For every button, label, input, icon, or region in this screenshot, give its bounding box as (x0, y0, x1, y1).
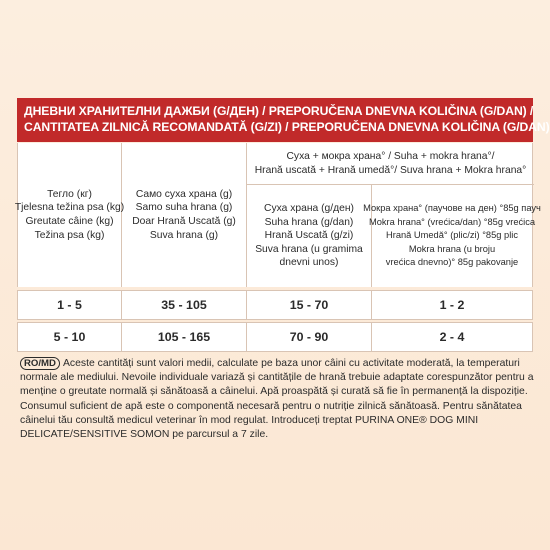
cell-dry-only: 105 - 165 (122, 323, 247, 351)
header-dry-part-hr: Suha hrana (g/dan) (264, 216, 354, 228)
header-dry-only-sr: Suva hrana (g) (149, 229, 219, 241)
header-weight-ro: Greutate câine (kg) (25, 216, 114, 227)
notes-line-4: Consumul suficient de apă este o componentă necesară pentru o nutriție zilnică sănătoasă. Pentru sănătatea (20, 400, 522, 412)
header-dry-part-bg: Суха храна (g/ден) (264, 203, 354, 215)
header-weight (14, 143, 125, 287)
table-row (17, 322, 533, 352)
header-weight-sr: Težina psa (kg) (34, 229, 105, 241)
header-wet-part-sr-2: vrećica dnevno)° 85g pakovanje (385, 257, 519, 268)
header-dry-part-ro: Hrană Uscată (g/zi) (264, 230, 354, 242)
cell-wet-part: 1 - 2 (439, 298, 465, 312)
table-title-line-2: CANTITATEA ZILNICĂ RECOMANDATĂ (G/ZI) / PREPORUČENA DNEVNA KOLIČINA (G/DAN) (24, 120, 550, 134)
header-wet-part-sr-1: Mokra hrana (u broju (408, 243, 496, 254)
header-dry-plus-wet (247, 143, 534, 185)
notes-line-6: DELICATE/SENSITIVE SOMON pe parcursul a 7 zile. (20, 429, 269, 441)
header-wet-part-hr: Mokra hrana° (vrećica/dan) °85g vrećica (368, 216, 536, 227)
header-wet-part-bg: Мокра храна° (паучове на ден) °85g пауч (363, 203, 541, 214)
notes-line-3: menține o greutate normală și sănătoasă a câinelui. Apă proaspătă și curată să fie în permanență la dispoziție. (20, 386, 528, 398)
header-dry-plus-wet-line-1: Суха + мокра храна° / Suha + mokra hrana°/ (286, 150, 495, 162)
table-title-line-1: ДНЕВНИ ХРАНИТЕЛНИ ДАЖБИ (G/ДЕН) / PREPORUČENA DNEVNA KOLIČINA (G/DAN) / (24, 104, 534, 118)
header-dry-part-sr-1: Suva hrana (u gramima (255, 243, 363, 255)
header-dry-only-ro: Doar Hrană Uscată (g) (132, 216, 236, 227)
notes-line-2: normale ale mediului. Nevoile individuale variază și cantitățile de hrană trebuie adaptate corespunzător pentru a (20, 372, 534, 384)
header-weight-bg: Тегло (кг) (47, 188, 92, 200)
header-dry-only-hr: Samo suha hrana (g) (135, 202, 233, 214)
cell-dry-part: 15 - 70 (247, 291, 372, 319)
header-dry-part (247, 185, 372, 287)
cell-weight: 1 - 5 (18, 291, 122, 319)
header-dry-only-bg: Само суха храна (g) (135, 188, 233, 200)
header-wet-part (363, 185, 541, 287)
header-dry-only (122, 143, 247, 287)
table-header (14, 143, 541, 287)
notes-line-1: Aceste cantități sunt valori medii, calculate pe baza unor câini cu activitate moderată, la temperaturi (62, 358, 520, 369)
cell-wet-part: 2 - 4 (439, 330, 465, 344)
feeding-table (14, 143, 541, 352)
table-row (17, 290, 533, 320)
cell-dry-part: 70 - 90 (247, 323, 372, 351)
header-wet-part-ro: Hrană Umedă° (plic/zi) °85g plic (386, 230, 518, 241)
header-dry-plus-wet-line-2: Hrană uscată + Hrană umedă°/ Suva hrana + Mokra hrana° (254, 164, 527, 176)
header-weight-hr: Tjelesna težina psa (kg) (14, 202, 125, 214)
feeding-notes (20, 357, 532, 442)
notes-line-5: câinelui tău consultă medicul veterinar în mod regulat. Introduceți treptat PURINA ONE® DOG MINI (20, 414, 479, 426)
language-badge: RO/MD (20, 357, 60, 370)
cell-weight: 5 - 10 (18, 323, 122, 351)
cell-dry-only: 35 - 105 (122, 291, 247, 319)
header-dry-part-sr-2: dnevni unos) (279, 257, 339, 269)
table-title-banner (17, 98, 550, 142)
